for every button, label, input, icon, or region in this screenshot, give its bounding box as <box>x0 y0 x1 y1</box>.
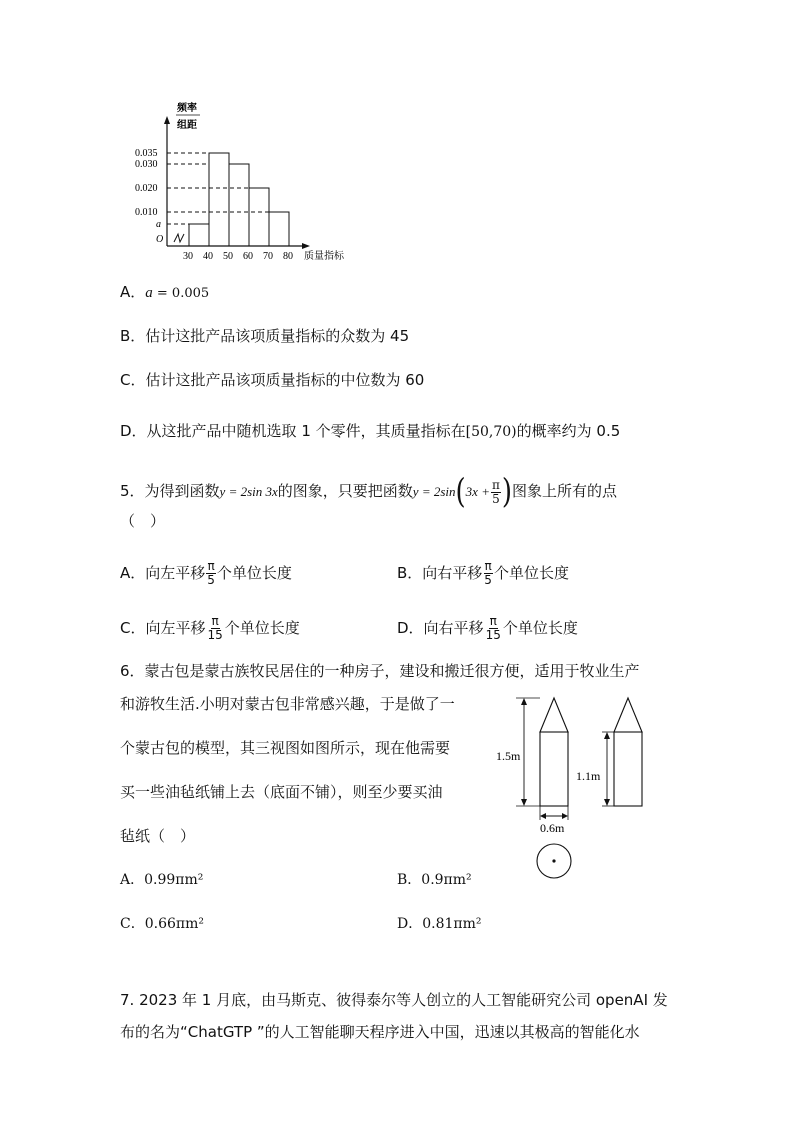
dim-total-height: 1.5m <box>496 749 521 763</box>
x-tick-50: 50 <box>223 251 233 260</box>
x-tick-60: 60 <box>243 251 253 260</box>
x-tick-30: 30 <box>183 251 193 260</box>
bar-40-50 <box>209 153 229 246</box>
q7-line1: 7. 2023 年 1 月底，由马斯克、彼得泰尔等人创立的人工智能研究公司 openAI 发 <box>120 991 668 1009</box>
q5-option-b: B．向右平移 $\frac{\pi}{5}$ 个单位长度 <box>397 559 569 587</box>
y-tick-0-010: 0.010 <box>135 207 158 218</box>
q6-option-b: B．0.9πm² <box>397 872 472 888</box>
x-tick-40: 40 <box>203 251 213 260</box>
q5-option-d: D．向右平移 $\frac{\pi}{15}$ 个单位长度 <box>397 614 578 642</box>
y-tick-0-035: 0.035 <box>135 148 158 159</box>
y-tick-0-020: 0.020 <box>135 183 158 194</box>
q4-option-d: D．从这批产品中随机选取 1 个零件，其质量指标在[50,70)的概率约为 0.5 <box>120 422 621 440</box>
y-tick-a: a <box>156 219 161 230</box>
x-tick-80: 80 <box>283 251 293 260</box>
q5-stem: 5．为得到函数y = 2sin 3x的图象，只要把函数y = 2sin(3x + $\frac{\pi}{5}$ )图象上所有的点 <box>120 472 618 512</box>
y-label-top: 频率 <box>177 103 197 114</box>
bar-30-40 <box>189 224 209 246</box>
bar-50-60 <box>229 164 249 246</box>
x-tick-70: 70 <box>263 251 273 260</box>
q5-option-c: C．向左平移 $\frac{\pi}{15}$ 个单位长度 <box>120 614 300 642</box>
q6-stem-line2: 和游牧生活.小明对蒙古包非常感兴趣，于是做了一 <box>120 695 455 713</box>
side-view-wall <box>614 732 642 806</box>
q6-stem-line4: 买一些油毡纸铺上去（底面不铺），则至少要买油 <box>120 783 443 801</box>
x-axis-label: 质量指标 <box>304 251 344 260</box>
q6-option-d: D．0.81πm² <box>397 916 482 932</box>
front-view-roof <box>540 698 568 732</box>
q6-option-c: C．0.66πm² <box>120 916 204 932</box>
frequency-histogram <box>130 96 370 260</box>
q5-option-a: A．向左平移 $\frac{\pi}{5}$ 个单位长度 <box>120 559 292 587</box>
q6-stem-line3: 个蒙古包的模型，其三视图如图所示，现在他需要 <box>120 739 451 757</box>
q4-option-c: C．估计这批产品该项质量指标的中位数为 60 <box>120 371 425 389</box>
bar-60-70 <box>249 188 269 246</box>
origin-label: O <box>156 234 164 245</box>
q5-answer-blank: （ ） <box>120 512 166 530</box>
y-tick-0-030: 0.030 <box>135 159 158 170</box>
q6-option-a: A．0.99πm² <box>120 872 204 888</box>
q7-line2: 布的名为“ChatGTP ”的人工智能聊天程序进入中国，迅速以其极高的智能化水 <box>120 1023 640 1041</box>
q4-option-a: A．a = 0.005 <box>120 283 210 301</box>
dim-width: 0.6m <box>540 821 565 835</box>
three-view-figure <box>490 688 670 883</box>
front-view-wall <box>540 732 568 806</box>
dim-wall-height: 1.1m <box>576 769 601 783</box>
q6-stem-line1: 6．蒙古包是蒙古族牧民居住的一种房子，建设和搬迁很方便，适用于牧业生产 <box>120 662 640 680</box>
q6-stem-line5: 毡纸（ ） <box>120 827 196 845</box>
q4-option-b: B．估计这批产品该项质量指标的众数为 45 <box>120 327 410 345</box>
side-view-roof <box>614 698 642 732</box>
top-view-center <box>552 859 555 862</box>
y-label-bottom: 组距 <box>177 120 197 131</box>
bar-70-80 <box>269 212 289 246</box>
